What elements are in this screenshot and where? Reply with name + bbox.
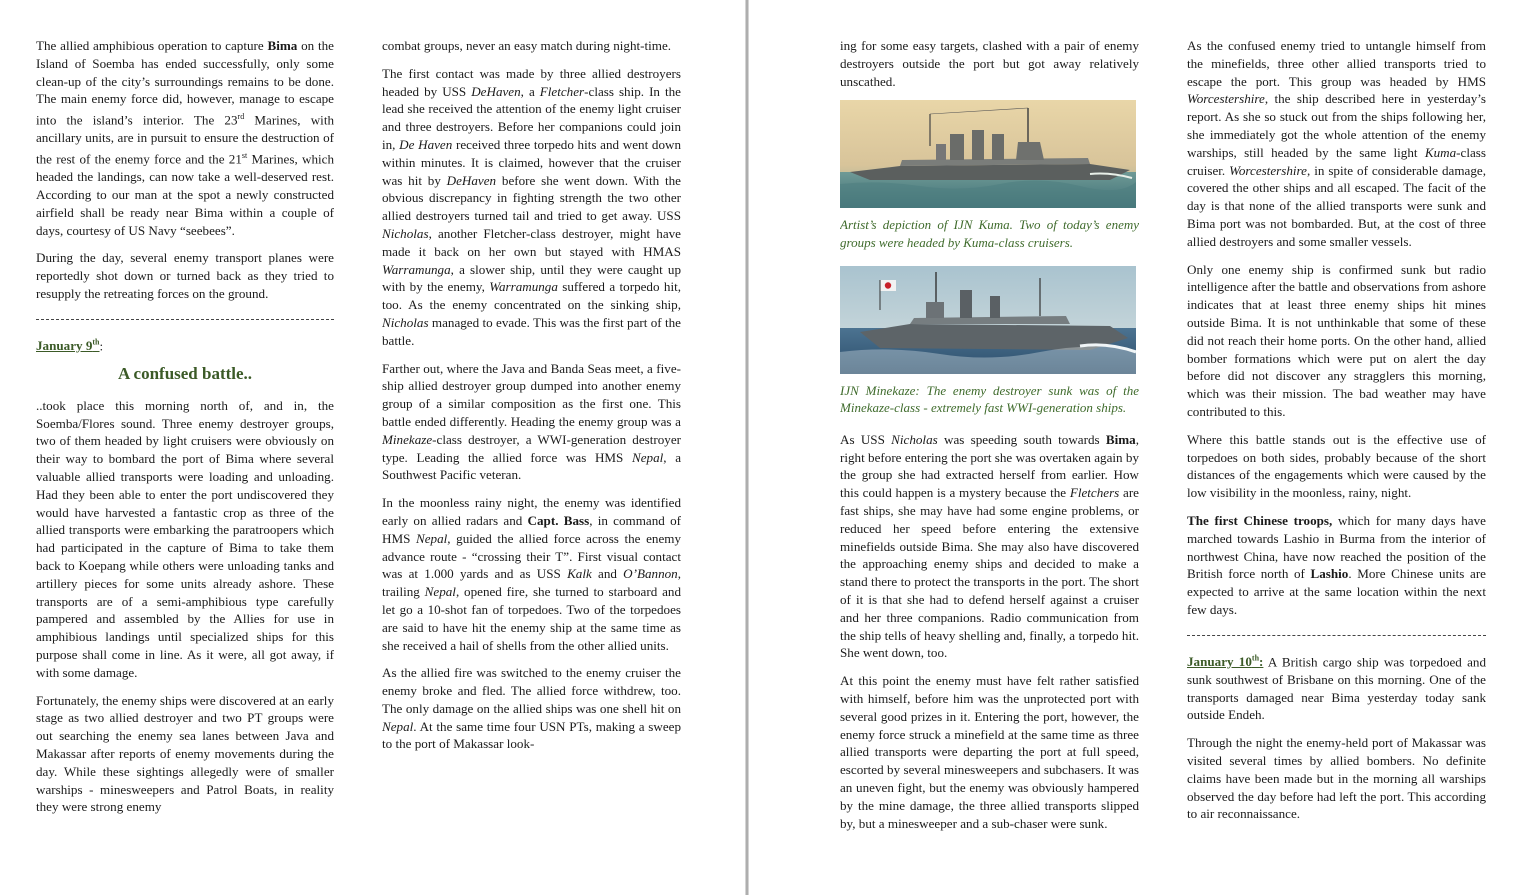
text-run: and xyxy=(591,566,624,582)
text-run: before she went down. With the obvious discrepancy in fighting strength the two other allied destroyers turned tail and tried to get away. USS xyxy=(382,172,681,224)
text-run: , guided the allied force across the enemy advance route - “crossing their T”. First visual contact was at 1.000 yards and as USS xyxy=(382,530,681,582)
text-run: As the confused enemy tried to untangle himself from the minefields, three other allied transports tried to escape the port. This group was headed by HMS xyxy=(1187,38,1486,89)
text-run: . At the same time four USN PTs, making a sweep to the port of Makassar look- xyxy=(382,718,681,752)
text-run: are fast ships, she may have had some engine problems, or reduced her speed before entering the extensive minefields outside Bima. She may also have discovered the approaching enemy ships and decided to make a stand there to protect the transports in the port. The short of it is that she had to defend herself against a cruiser and her three companions. Radio communication from the ship tells of heavy shelling and, finally, a torpedo hit. She went down, too. xyxy=(840,485,1139,661)
image-caption: IJN Minekaze: The enemy destroyer sunk was of the Minekaze-class - extremely fast WWI-generation ships. xyxy=(840,382,1139,416)
text-run: which for many days have marched towards Lashio in Burma from the interior of northwest China, have now reached the position of the British force north of xyxy=(1187,512,1486,582)
column-3 xyxy=(840,37,1139,877)
paragraph xyxy=(36,37,334,239)
italic-run: Fletchers xyxy=(1069,485,1120,501)
bold-run: Bima xyxy=(267,38,298,53)
bold-run: Capt. Bass xyxy=(527,512,590,528)
text-run: , in command of HMS xyxy=(382,512,681,546)
date-heading xyxy=(36,334,334,355)
paragraph: ..took place this morning north of, and in, the Soemba/Flores sound. Three enemy destroyer groups, two of them headed by light cruisers were obviously on their way to bombard the port of Bima where several valuable allied transports were loading and unloading. Had they been able to enter the port undiscovered they would have harvested a fantastic crop as three of the allied transports were embarking the paratroopers which had participated in the capture of Bima to take them back to Koepang while others were unloading tanks and artillery pieces for some units already ashore. These transports are of a semi-amphibious type carefully pampered and assembled by the Allies for use in amphibious landings until specialized ships for this purpose shall come in line. As it were, all got away, if with some damage. xyxy=(36,397,334,680)
text-run: was speeding south towards xyxy=(937,431,1106,447)
superscript: st xyxy=(241,151,248,161)
italic-run: O’Bannon xyxy=(623,566,678,582)
text-run: Marines, with ancillary units, are in pursuit to ensure the destruction of the rest of the enemy force and the 21 xyxy=(36,112,334,167)
paragraph xyxy=(1187,512,1486,619)
italic-run: Worcestershire xyxy=(1187,91,1265,107)
paragraph: combat groups, never an easy match during night-time. xyxy=(382,38,672,53)
italic-run: Worcestershire xyxy=(1229,162,1307,178)
left-page xyxy=(0,0,745,895)
text-run: , a Southwest Pacific veteran. xyxy=(382,449,681,483)
text-run: As USS xyxy=(840,431,892,447)
text-run: Marines, which headed the landings, can now take a well-deserved rest. According to our man at the spot a newly constructed airfield shall be ready near Bima within a couple of days, courtesy of US Navy “seebees”. xyxy=(36,151,334,238)
italic-run: Nepal xyxy=(631,449,664,465)
paragraph: Through the night the enemy-held port of Makassar was visited several times by allied bombers. No definite claims have been made but in the morning all warships observed the day before had left the port. This according to air reconnaissance. xyxy=(1187,735,1486,822)
paragraph xyxy=(840,431,1139,662)
right-page xyxy=(749,0,1527,895)
italic-run: DeHaven xyxy=(446,172,497,188)
column-1 xyxy=(36,37,334,867)
superscript: rd xyxy=(237,112,245,122)
text-run: As the allied fire was switched to the enemy cruiser the enemy broke and fled. The allied force withdrew, too. The only damage on the allied ships was one shell hit on xyxy=(382,665,681,716)
paragraph xyxy=(382,664,681,753)
section-heading: A confused battle.. xyxy=(117,364,253,384)
text-run: suffered a torpedo hit, too. As the enemy concentrated on the sinking ship, xyxy=(382,279,681,313)
image-caption: Artist’s depiction of IJN Kuma. Two of today’s enemy groups were headed by Kuma-class cruisers. xyxy=(840,217,1139,250)
superscript: th xyxy=(92,337,100,347)
destroyer-illustration xyxy=(840,266,1136,374)
column-4 xyxy=(1187,37,1486,877)
italic-run: Nepal xyxy=(415,530,448,546)
text-run: managed to evade. This was the first part of the battle. xyxy=(382,314,681,348)
date-colon: : xyxy=(99,338,104,354)
italic-run: Warramunga xyxy=(489,279,558,295)
text-run: The allied amphibious operation to capture xyxy=(36,38,268,53)
text-run: , in spite of considerable damage, covered the other ships and all escaped. The facit of the day is that none of the allied transports were sunk and Bima port was not bombarded. But, at the cost of three allied destroyers and some smaller vessels. xyxy=(1187,162,1486,249)
italic-run: Nicholas xyxy=(382,314,429,330)
italic-run: Nepal xyxy=(424,584,456,600)
paragraph: Where this battle stands out is the effective use of torpedoes on both sides, probably because of the short distances of the engagements which were caused by the low visibility in the moonless, rainy, night. xyxy=(1187,431,1486,501)
paragraph: Fortunately, the enemy ships were discovered at an early stage as two allied destroyer and two PT groups were out searching the enemy sea lanes between Java and Makassar after reports of enemy movements during the day. While these sightings allegedly were of smaller warships - minesweepers and Patrol Boats, in reality they were strong enemy xyxy=(36,692,334,815)
paragraph xyxy=(382,360,681,485)
italic-run: De Haven xyxy=(399,136,453,152)
text-run: A British cargo ship was torpedoed and sunk southwest of Brisbane on this morning. One of the transports damaged near Bima yesterday today sank outside Endeh. xyxy=(1187,654,1486,723)
paragraph: ing for some easy targets, clashed with a pair of enemy destroyers outside the port but got away relatively unscathed. xyxy=(840,38,1139,89)
paragraph xyxy=(1187,650,1486,725)
text-run: , a xyxy=(520,83,540,99)
date-text: January 10 xyxy=(1187,654,1252,670)
text-run: -class cruiser. xyxy=(1187,144,1486,178)
dashed-separator xyxy=(36,319,334,320)
superscript: th xyxy=(1251,653,1260,663)
italic-run: Warramunga xyxy=(382,261,451,277)
column-2 xyxy=(382,37,681,827)
text-run: The first contact was made by three allied destroyers headed by USS xyxy=(382,65,681,99)
text-run: , another Fletcher-class destroyer, might have made it back on her own but stayed with HMAS xyxy=(382,225,681,259)
bold-run: The first Chinese troops, xyxy=(1187,512,1333,528)
italic-run: Fletcher xyxy=(539,83,585,99)
paragraph xyxy=(382,65,681,350)
italic-run: Nicholas xyxy=(382,225,429,241)
text-run: In the moonless rainy night, the enemy was identified early on allied radars and xyxy=(382,495,681,528)
italic-run: Nicholas xyxy=(891,431,938,447)
text-run: , right before entering the port she was overtaken again by the group she had extracted herself from earlier. How this could happen is a mystery because the xyxy=(840,431,1139,501)
paragraph xyxy=(382,494,681,654)
text-run: , the ship described here in yesterday’s report. As she so stuck out from the ships following her, she immediately got the whole attention of the enemy warships, still headed by the same light xyxy=(1187,91,1486,160)
text-run: -class ship. In the lead she received the attention of the enemy light cruiser and three destroyers. Before her companions could join in, xyxy=(382,83,681,152)
italic-run: Kalk xyxy=(567,566,592,582)
italic-run: Minekaze xyxy=(382,431,433,447)
text-run: , opened fire, she turned to starboard and let go a 10-shot fan of torpedoes. Two of the torpedoes are said to have hit the enemy ship at the same time as she received a hail of shells from the other allied units. xyxy=(382,584,681,653)
paragraph: At this point the enemy must have felt rather satisfied with himself, before him was the unprotected port with several good prizes in it. Entering the port, however, the enemy force struck a minefield at the same time as three allied transports were departing the port at full speed, escorted by several minesweepers and subchasers. It was an uneven fight, but the enemy was obviously hampered by the mine damage, the three allied transports slipped by, but a minesweeper and a sub-chaser were sunk. xyxy=(840,673,1139,831)
italic-run: DeHaven xyxy=(471,83,521,99)
dashed-separator xyxy=(1187,635,1486,636)
bold-run: Lashio xyxy=(1310,566,1349,582)
date-colon: : xyxy=(1259,654,1264,670)
date-label xyxy=(1187,654,1263,669)
bold-run: Bima xyxy=(1105,431,1136,447)
text-run: , trailing xyxy=(382,566,681,600)
paragraph: Only one enemy ship is confirmed sunk but radio intelligence after the battle and observations from ashore indicates that at least three enemy ships hit mines outside Bima. It is not unthinkable that some of these did not reach their home ports. On the other hand, allied bomber formations which were put on alert the day before did not discover any stragglers this morning, which was their mission. The bad weather may have contributed to this. xyxy=(1187,261,1486,419)
date-label xyxy=(36,338,100,353)
italic-run: Nepal xyxy=(382,718,414,734)
text-run: -class destroyer, a WWI-generation destroyer type. Leading the allied force was HMS xyxy=(382,431,681,465)
text-run: , a slower ship, until they were caught up with by the enemy, xyxy=(382,261,681,295)
cruiser-illustration xyxy=(840,100,1136,208)
text-run: received three torpedo hits and went down within minutes. It is claimed, however that the cruiser was hit by xyxy=(382,136,681,188)
text-run: . More Chinese units are expected to arrive at the same location within the next few days. xyxy=(1187,566,1486,617)
paragraph xyxy=(1187,37,1486,251)
paragraph: During the day, several enemy transport planes were reportedly shot down or turned back as they tried to resupply the retreating forces on the ground. xyxy=(36,250,334,302)
date-text: January 9 xyxy=(36,338,93,354)
text-run: on the Island of Soemba has ended successfully, only some clean-up of the city’s surroundings remains to be done. The main enemy force did, however, manage to escape into the island’s interior. The 23 xyxy=(36,38,334,128)
text-run: Farther out, where the Java and Banda Seas meet, a five-ship allied destroyer group dumped into another enemy group of a similar composition as the first one. This battle ended differently. Heading the enemy group was a xyxy=(382,360,681,429)
italic-run: Kuma xyxy=(1424,144,1457,160)
